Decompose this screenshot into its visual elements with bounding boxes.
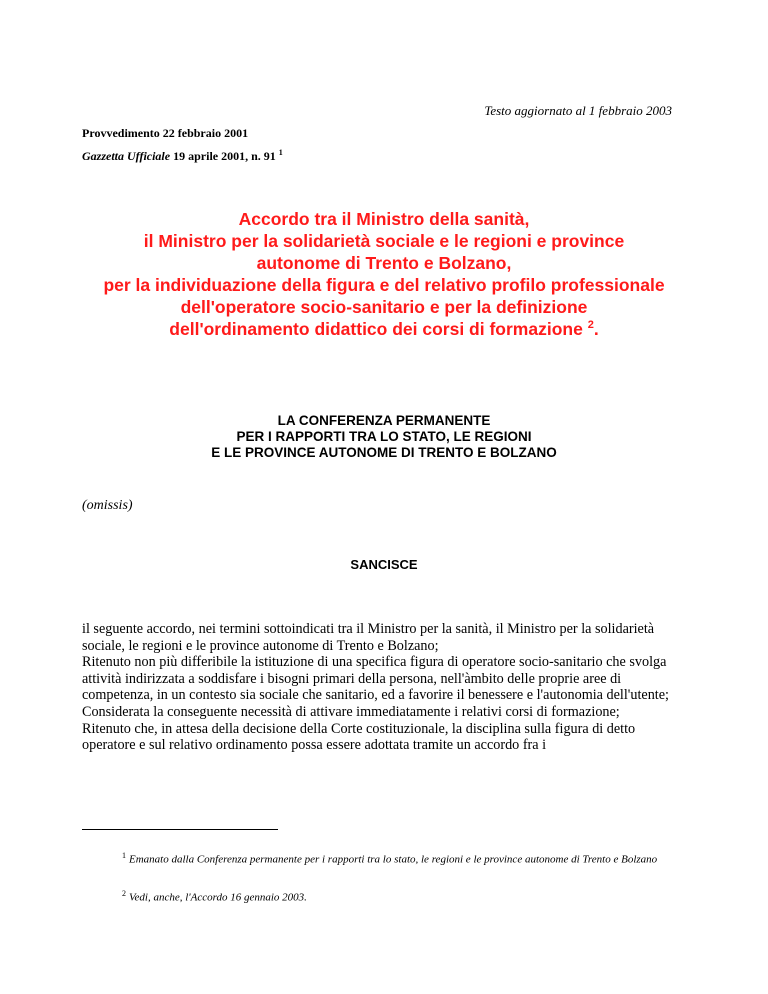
update-note: Testo aggiornato al 1 febbraio 2003 [484, 103, 672, 118]
conference-heading [60, 413, 708, 461]
document-title [60, 208, 708, 340]
title-line: per la individuazione della figura e del relativo profilo professionale [103, 275, 665, 295]
conference-line: PER I RAPPORTI TRA LO STATO, LE REGIONI [236, 429, 532, 444]
footnote-text: Emanato dalla Conferenza permanente per i rapporti tra lo stato, le regioni e le province autonome di Trento e Bolzano [129, 853, 658, 866]
provvedimento-block [82, 123, 283, 166]
conference-line: E LE PROVINCE AUTONOME DI TRENTO E BOLZANO [211, 445, 557, 460]
footnote-2 [122, 886, 682, 906]
provvedimento-date: Provvedimento 22 febbraio 2001 [82, 126, 249, 140]
omissis-note: (omissis) [82, 498, 133, 513]
footnote-1 [122, 848, 682, 868]
gazzetta-details: 19 aprile 2001, n. 91 [170, 149, 279, 163]
body-text [82, 621, 682, 754]
title-line: Accordo tra il Ministro della sanità, [238, 209, 530, 229]
footnote-ref-2[interactable]: 2 [587, 319, 594, 332]
gazzetta-line [82, 143, 283, 166]
conference-line: LA CONFERENZA PERMANENTE [277, 413, 491, 428]
paragraph: Considerata la conseguente necessità di attivare immediatamente i relativi corsi di formazione; [82, 703, 620, 720]
footnote-divider [82, 829, 278, 830]
sancisce-heading: SANCISCE [350, 557, 418, 572]
title-line: autonome di Trento e Bolzano, [256, 253, 512, 273]
title-line-last [60, 318, 708, 340]
footnote-ref-1[interactable]: 1 [278, 148, 283, 157]
paragraph: il seguente accordo, nei termini sottoindicati tra il Ministro per la sanità, il Ministro per la solidarietà sociale, le regioni e le province autonome di Trento e Bolzano; [82, 621, 655, 654]
footnote-number: 2 [122, 889, 126, 898]
title-line: dell'operatore socio-sanitario e per la definizione [180, 297, 588, 317]
gazzetta-label: Gazzetta Ufficiale [82, 149, 171, 163]
footnote-text: Vedi, anche, l'Accordo 16 gennaio 2003. [129, 891, 307, 904]
title-end: . [593, 319, 599, 339]
title-line: dell'ordinamento didattico dei corsi di formazione [169, 319, 588, 339]
footnote-number: 1 [122, 851, 126, 860]
paragraph: Ritenuto che, in attesa della decisione della Corte costituzionale, la disciplina sulla figura di detto operatore e sul relativo ordinamento possa essere adottata tramite un accordo fra i [82, 720, 636, 754]
title-line: il Ministro per la solidarietà sociale e le regioni e province [143, 231, 625, 251]
paragraph: Ritenuto non più differibile la istituzione di una specifica figura di operatore socio-sanitario che svolga attività indirizzata a soddisfare i bisogni primari della persona, nell'àmbito delle proprie aree di competenza, in un contesto sia sociale che sanitario, ed a favorire il benessere e l'autonomia dell'utente; [82, 654, 669, 704]
